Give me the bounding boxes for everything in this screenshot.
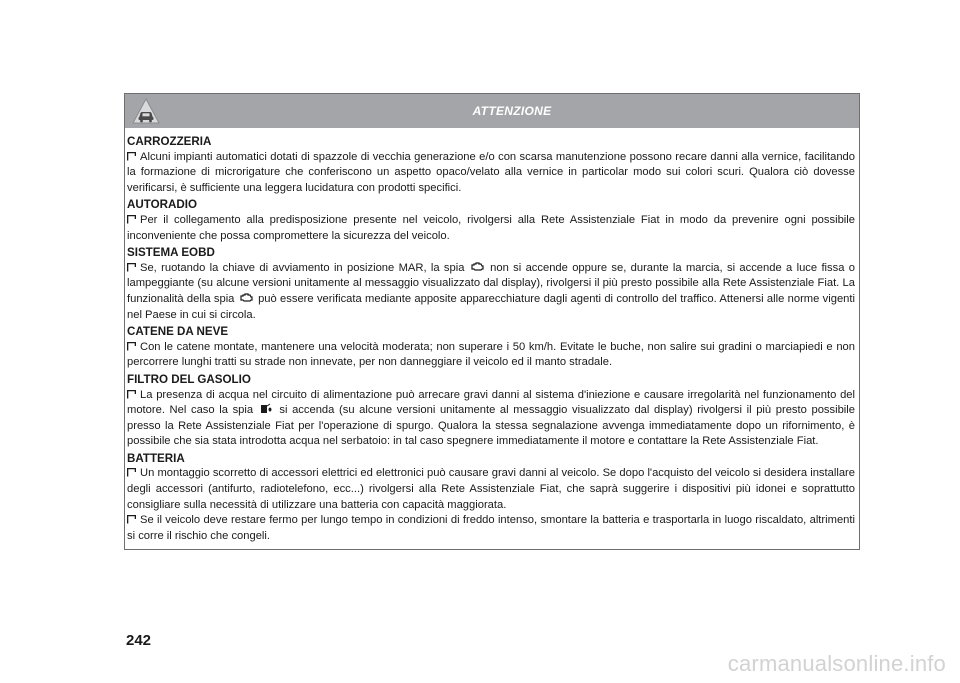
paragraph: Se il veicolo deve restare fermo per lungo tempo in condizioni di freddo intenso, smontare la batteria e trasportarla in luogo riscaldato, altrimenti si corre il rischio che congeli. bbox=[127, 514, 855, 542]
engine-warning-icon bbox=[240, 292, 253, 303]
section-title-autoradio: AUTORADIO bbox=[127, 198, 197, 212]
bullet-icon bbox=[127, 215, 136, 224]
bullet-icon bbox=[127, 390, 136, 399]
bullet-icon bbox=[127, 152, 136, 161]
warning-box bbox=[124, 93, 860, 550]
section-title-catene: CATENE DA NEVE bbox=[127, 325, 229, 339]
watermark: carmanualsonline.info bbox=[727, 651, 946, 676]
page-number: 242 bbox=[126, 632, 152, 649]
paragraph: Se, ruotando la chiave di avviamento in posizione MAR, la spia non si accende oppure se, durante la marcia, si accende a luce fissa o lampeggiante (su alcune versioni unitamente al messaggio visualizzato dal display), rivolgersi il più presto possibile alla Rete Assistenziale Fiat. La funzionalità della spia può essere verificata mediante apposite apparecchiature dagli agenti di controllo del traffico. Attenersi alle norme vigenti nel Paese in cui si circola. bbox=[127, 261, 856, 321]
section-title-eobd: SISTEMA EOBD bbox=[127, 246, 215, 260]
section-title-carrozzeria: CARROZZERIA bbox=[127, 135, 212, 148]
paragraph: Alcuni impianti automatici dotati di spazzole di vecchia generazione e/o con scarsa manutenzione possono recare danni alla vernice, facilitando la formazione di microrigature che conferiscono un aspetto opaco/velato alla vernice in particolar modo sui colori scuri. Qualora ciò dovesse verificarsi, è sufficiente una leggera lucidatura con prodotti specifici. bbox=[127, 150, 855, 194]
paragraph: Per il collegamento alla predisposizione presente nel veicolo, rivolgersi alla Rete Assistenziale Fiat in modo da prevenire ogni possibile inconveniente che possa compromettere la sicurezza del veicolo. bbox=[127, 213, 855, 242]
paragraph: Un montaggio scorretto di accessori elettrici ed elettronici può causare gravi danni al veicolo. Se dopo l'acquisto del veicolo si desidera installare degli accessori (antifurto, radiotelefono, ecc...) rivolgersi alla Rete Assistenziale Fiat, che saprà suggerire i dispositivi più idonei e soprattutto consigliare sulla necessità di utilizzare una batteria con capacità maggiorata. bbox=[127, 467, 855, 511]
bullet-icon bbox=[127, 468, 136, 477]
section-title-batteria: BATTERIA bbox=[127, 451, 185, 465]
warning-title: ATTENZIONE bbox=[472, 104, 552, 118]
paragraph: La presenza di acqua nel circuito di alimentazione può arrecare gravi danni al sistema d'iniezione e causare irregolarità nel funzionamento del motore. Nel caso la spia si accenda (su alcune versioni unitamente al messaggio visualizzato dal display) rivolgersi il più presto possibile presso la Rete Assistenziale Fiat per l'operazione di spurgo. Qualora la stessa segnalazione avvenga immediatamente dopo un rifornimento, è possibile che sia stata introdotta acqua nel serbatoio: in tal caso spegnere immediatamente il motore e contattare la Rete Assistenziale Fiat. bbox=[127, 388, 856, 448]
car-warning-icon bbox=[131, 97, 161, 125]
bullet-icon bbox=[127, 515, 136, 524]
engine-warning-icon bbox=[471, 261, 484, 272]
paragraph: Con le catene montate, mantenere una velocità moderata; non superare i 50 km/h. Evitate le buche, non salire sui gradini o marciapiedi e non percorrere lunghi tratti su strade non innevate, per non danneggiare il veicolo ed il manto stradale. bbox=[127, 340, 855, 369]
water-in-fuel-icon bbox=[260, 403, 273, 414]
warning-header bbox=[125, 94, 859, 128]
bullet-icon bbox=[127, 263, 136, 272]
bullet-icon bbox=[127, 342, 136, 351]
warning-body bbox=[125, 128, 859, 549]
section-title-filtro-gasolio: FILTRO DEL GASOLIO bbox=[127, 372, 251, 386]
